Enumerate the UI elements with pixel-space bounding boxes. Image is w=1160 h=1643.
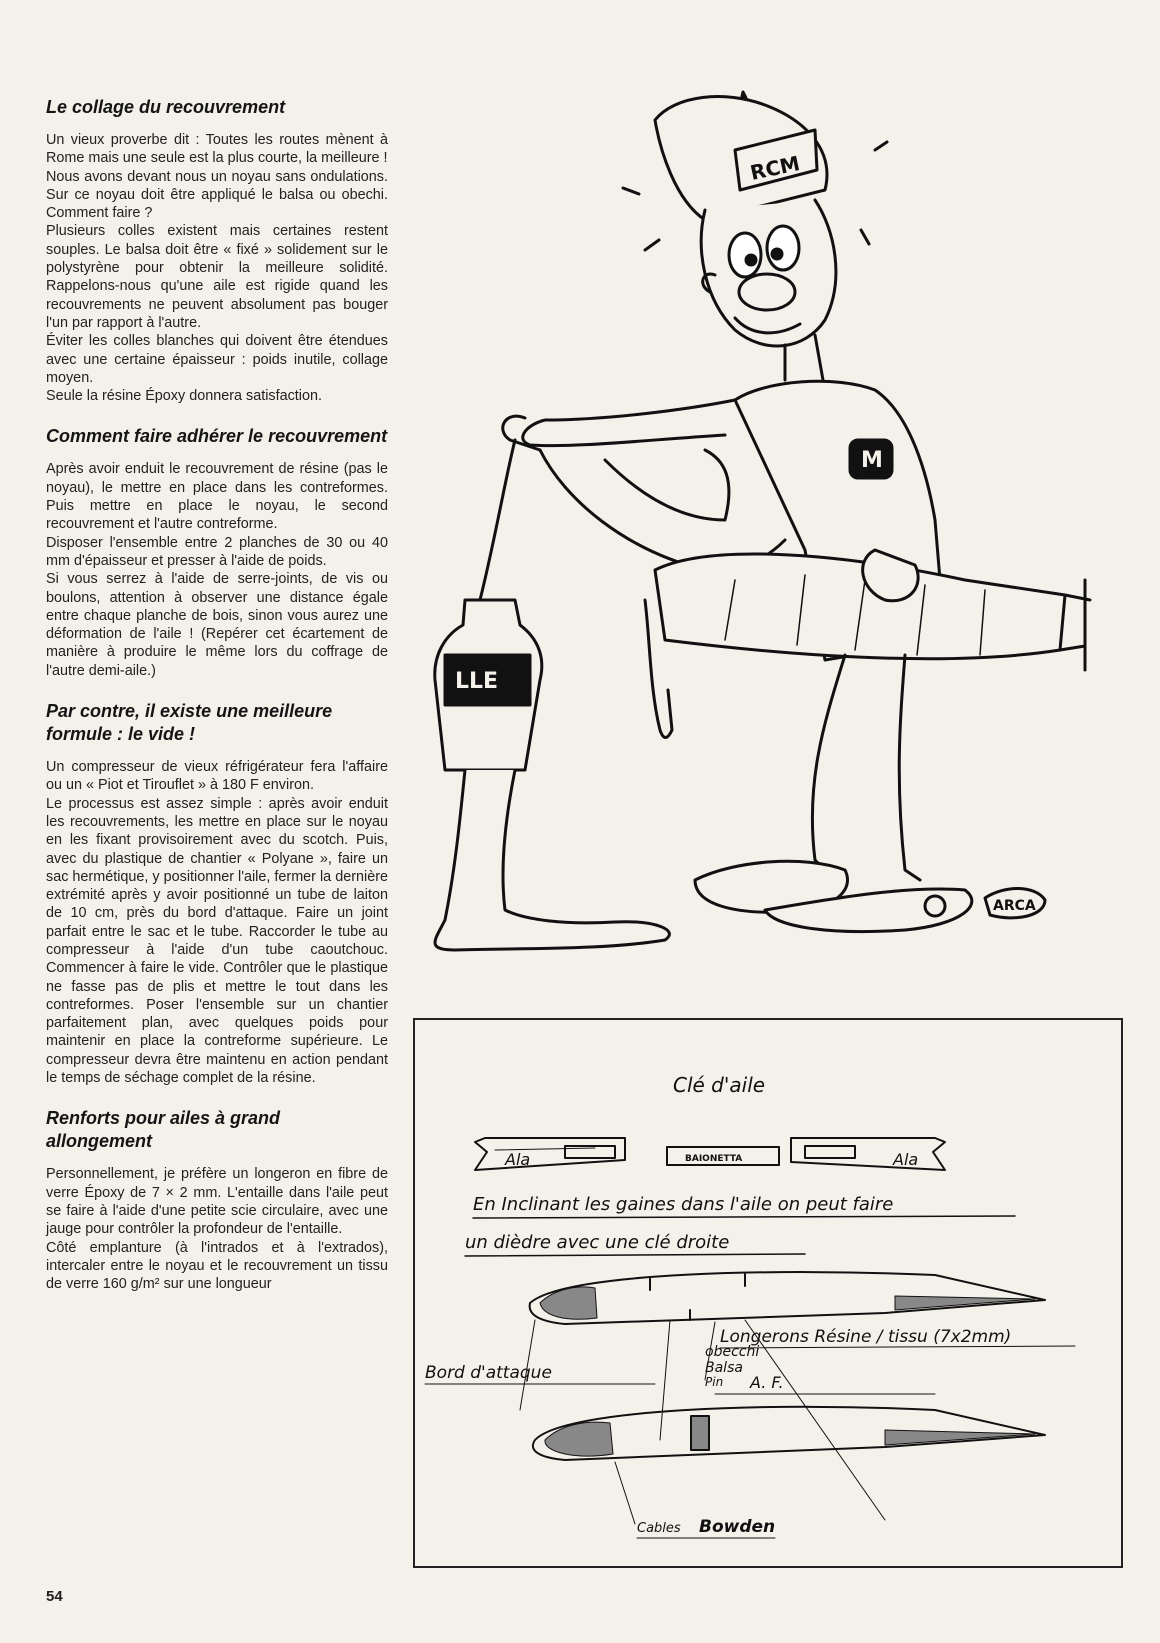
label-cables: Cables xyxy=(637,1521,681,1536)
eye xyxy=(729,233,761,277)
leg xyxy=(812,655,845,880)
label-bord-attaque: Bord d'attaque xyxy=(425,1363,552,1383)
paragraph: Si vous serrez à l'aide de serre-joints, de vis ou boulons, attention à observer une distance égale entre chaque planche de bois, sinon vous aurez une déformation de l'aile ! (Repérer cet écartement de manière à produire le même lors du coffrage de l'autre demi-aile.) xyxy=(46,571,388,679)
right-key-slot xyxy=(805,1146,855,1158)
eye xyxy=(767,226,799,270)
left-wing-panel xyxy=(475,1138,625,1170)
paragraph: Côté emplanture (à l'intrados et à l'extrados), intercaler entre le noyau et le recouvrement un tissu de verre 160 g/m² sur une longueur xyxy=(46,1239,388,1293)
glue-strand xyxy=(480,440,515,600)
paragraph: Le processus est assez simple : après avoir enduit les recouvrements, les mettre en place sur le noyau en les fixant provisoirement avec du scotch. Puis, avec du plastique de chantier « Polyane », faire un sac hermétique, y positionner l'aile, fermer la dernière extrémité après y avoir positionné un tube de laiton de 10 cm, près du bord d'attaque. Faire un joint parfait entre le sac et le tube. Raccorder le tube au compresseur à l'aide d'un tube caoutchouc. Commencer à faire le vide. Contrôler que le plastique ne fasse pas de plis et mettre le tout dans les contreformes. Poser l'ensemble sur un chantier parfaitement plan, avec quelques poids pour maintenir en place la contreforme supérieure. Le compresseur devra être maintenu en action pendant le temps de séchage complet de la résine. xyxy=(46,795,388,1087)
paragraph: Disposer l'ensemble entre 2 planches de 30 ou 40 mm d'épaisseur et presser à l'aide de poids. xyxy=(46,534,388,569)
section-adherer xyxy=(46,425,388,680)
paragraph: Après avoir enduit le recouvrement de résine (pas le noyau), le mettre en place dans les contreformes. Puis mettre en place le noyau, le second recouvrement et l'autre contreforme. xyxy=(46,461,388,533)
wing-panel xyxy=(655,554,1065,659)
section-heading: Comment faire adhérer le recouvrement xyxy=(46,426,388,447)
label-bowden: Bowden xyxy=(699,1517,776,1537)
label-af: A. F. xyxy=(750,1373,784,1392)
note-underline xyxy=(465,1254,805,1256)
paragraph: Éviter les colles blanches qui doivent être étendues avec une certaine épaisseur : poids inutile, collage moyen. xyxy=(46,333,388,386)
paragraph: Nous avons devant nous un noyau sans ondulations. Sur ce noyau doit être appliqué le balsa ou obechi. Comment faire ? xyxy=(46,168,388,222)
note-underline xyxy=(473,1216,1015,1218)
signature: ARCA xyxy=(993,898,1036,914)
note-line-1: En Inclinant les gaines dans l'aile on peut faire xyxy=(473,1194,894,1215)
page-number: 54 xyxy=(46,1588,63,1605)
wing-key-diagram xyxy=(413,1018,1123,1568)
center-key-label: BAIONETTA xyxy=(685,1154,743,1164)
leg xyxy=(899,655,920,880)
label-longerons: Longerons Résine / tissu (7x2mm) xyxy=(720,1327,1012,1347)
paragraph: Personnellement, je préfère un longeron en fibre de verre Époxy de 7 × 2 mm. L'entaille dans l'aile peut se faire à l'aide d'une petite scie circulaire, avec une jauge pour contrôler la profondeur de l'entaille. xyxy=(46,1166,388,1238)
right-wing-panel xyxy=(791,1138,945,1170)
leader-line xyxy=(615,1462,635,1524)
section-heading: Par contre, il existe une meilleure formule : le vide ! xyxy=(46,701,333,745)
section-collage xyxy=(46,96,388,405)
cap-text: RCM xyxy=(748,151,802,185)
nose xyxy=(739,274,795,310)
right-panel-label: Ala xyxy=(893,1150,919,1169)
glue-strand xyxy=(605,450,729,520)
sweat-drop xyxy=(623,188,639,194)
leader-line xyxy=(745,1320,885,1520)
shirt-text: M xyxy=(861,448,883,473)
left-panel-label: Ala xyxy=(505,1150,531,1169)
paragraph: Un vieux proverbe dit : Toutes les routes mènent à Rome mais une seule est la plus courte, la meilleure ! xyxy=(46,132,388,167)
paragraph: Seule la résine Époxy donnera satisfaction. xyxy=(46,388,322,405)
pupil xyxy=(772,249,782,259)
label-pin: Pin xyxy=(705,1375,724,1389)
text-column xyxy=(46,96,388,1313)
note-line-2: un dièdre avec une clé droite xyxy=(465,1232,730,1253)
leading-edge-fill xyxy=(545,1422,613,1456)
bottle-text: LLE xyxy=(455,669,499,694)
section-vide xyxy=(46,700,388,1087)
bowden-cable-slot xyxy=(691,1416,709,1450)
section-heading: Renforts pour ailes à grand allongement xyxy=(46,1108,281,1152)
leader-line xyxy=(660,1320,670,1440)
spar-marks xyxy=(650,1274,745,1320)
leading-edge-fill xyxy=(540,1287,597,1319)
glue-puddle xyxy=(435,770,669,950)
label-balsa: Balsa xyxy=(705,1360,743,1376)
diagram-drawing xyxy=(415,1020,1121,1566)
figure-title: Clé d'aile xyxy=(673,1073,766,1097)
label-obechi: obecchi xyxy=(705,1344,760,1360)
sweat-drop xyxy=(861,230,869,244)
paragraph: Plusieurs colles existent mais certaines restent souples. Le balsa doit être « fixé » solidement sur le polystyrène pour obtenir la meilleure solidité. Rappelons-nous qu'une aile est rigide quand les recouvrements ne peuvent absolument pas bouger l'un par rapport à l'autre. xyxy=(46,223,388,331)
paragraph: Un compresseur de vieux réfrigérateur fera l'affaire ou un « Piot et Tirouflet » à 180 F environ. xyxy=(46,759,388,794)
cartoon-illustration xyxy=(405,80,1105,1010)
sweat-drop xyxy=(875,142,887,150)
pupil xyxy=(746,255,756,265)
sweat-drop xyxy=(645,240,659,250)
section-heading: Le collage du recouvrement xyxy=(46,97,286,117)
section-renforts xyxy=(46,1107,388,1293)
arm xyxy=(523,400,735,446)
